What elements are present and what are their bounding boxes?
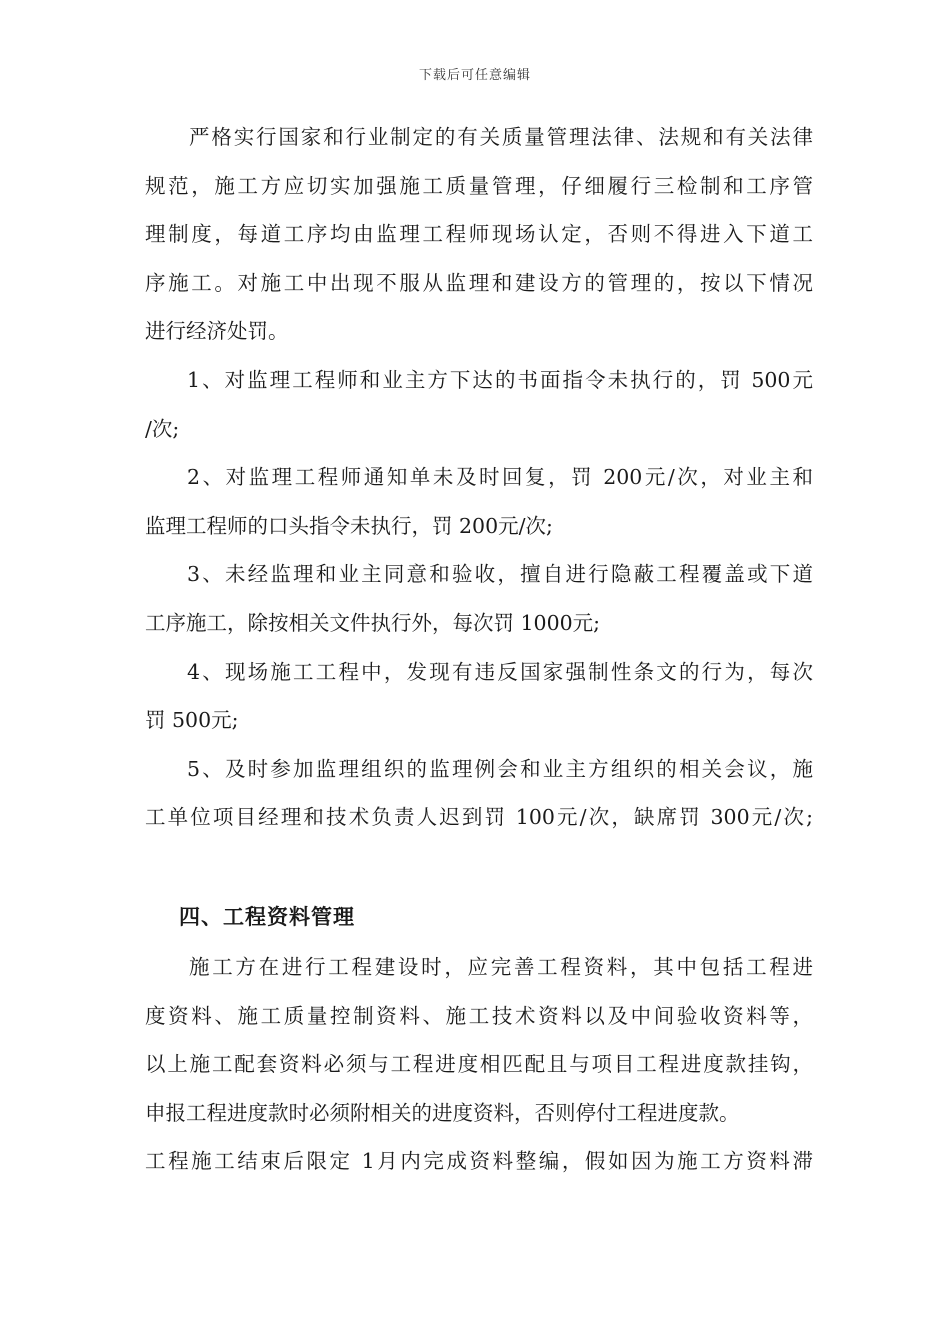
text-line: 序施工。对施工中出现不服从监理和建设方的管理的，按以下情况 [145, 270, 813, 295]
section-spacer [145, 842, 813, 891]
text-line: 2、对监理工程师通知单未及时回复，罚 200元/次，对业主和 [187, 465, 813, 490]
text-line: 4、现场施工工程中，发现有违反国家强制性条文的行为，每次 [187, 659, 813, 684]
text-line: 度资料、施工质量控制资料、施工技术资料以及中间验收资料等， [145, 1003, 813, 1028]
text-line: 申报工程进度款时必须附相关的进度资料，否则停付工程进度款。 [145, 1100, 740, 1125]
paragraph-project-documents [145, 943, 813, 1186]
page-header: 下载后可任意编辑 [418, 68, 531, 83]
text-line: 监理工程师的口头指令未执行，罚 200元/次; [145, 513, 553, 538]
penalty-item-2 [145, 453, 813, 550]
text-line: 3、未经监理和业主同意和验收，擅自进行隐蔽工程覆盖或下道 [187, 562, 813, 587]
text-line: 罚 500元; [145, 708, 239, 733]
document-body [145, 113, 813, 1186]
text-line: 规范，施工方应切实加强施工质量管理，仔细履行三检制和工序管 [145, 173, 813, 198]
penalty-item-1 [145, 356, 813, 453]
text-line: 施工方在进行工程建设时，应完善工程资料，其中包括工程进 [189, 954, 813, 979]
text-line: 5、及时参加监理组织的监理例会和业主方组织的相关会议，施 [187, 756, 813, 781]
text-line: 工程施工结束后限定 1月内完成资料整编，假如因为施工方资料滞 [145, 1149, 813, 1174]
text-line: 以上施工配套资料必须与工程进度相匹配且与项目工程进度款挂钩， [145, 1052, 813, 1077]
text-line: 理制度，每道工序均由监理工程师现场认定，否则不得进入下道工 [145, 222, 813, 247]
section-heading: 四、工程资料管理 [179, 904, 355, 929]
penalty-item-3 [145, 550, 813, 647]
text-line: /次; [145, 416, 180, 441]
paragraph-quality-management [145, 113, 813, 356]
penalty-item-5 [145, 745, 813, 842]
text-line: 1、对监理工程师和业主方下达的书面指令未执行的，罚 500元 [187, 367, 813, 392]
text-line: 工单位项目经理和技术负责人迟到罚 100元/次，缺席罚 300元/次; [145, 805, 813, 830]
text-line: 进行经济处罚。 [145, 319, 289, 344]
text-line: 工序施工，除按相关文件执行外，每次罚 1000元; [145, 610, 601, 635]
text-line: 严格实行国家和行业制定的有关质量管理法律、法规和有关法律 [189, 125, 813, 149]
penalty-item-4 [145, 648, 813, 745]
